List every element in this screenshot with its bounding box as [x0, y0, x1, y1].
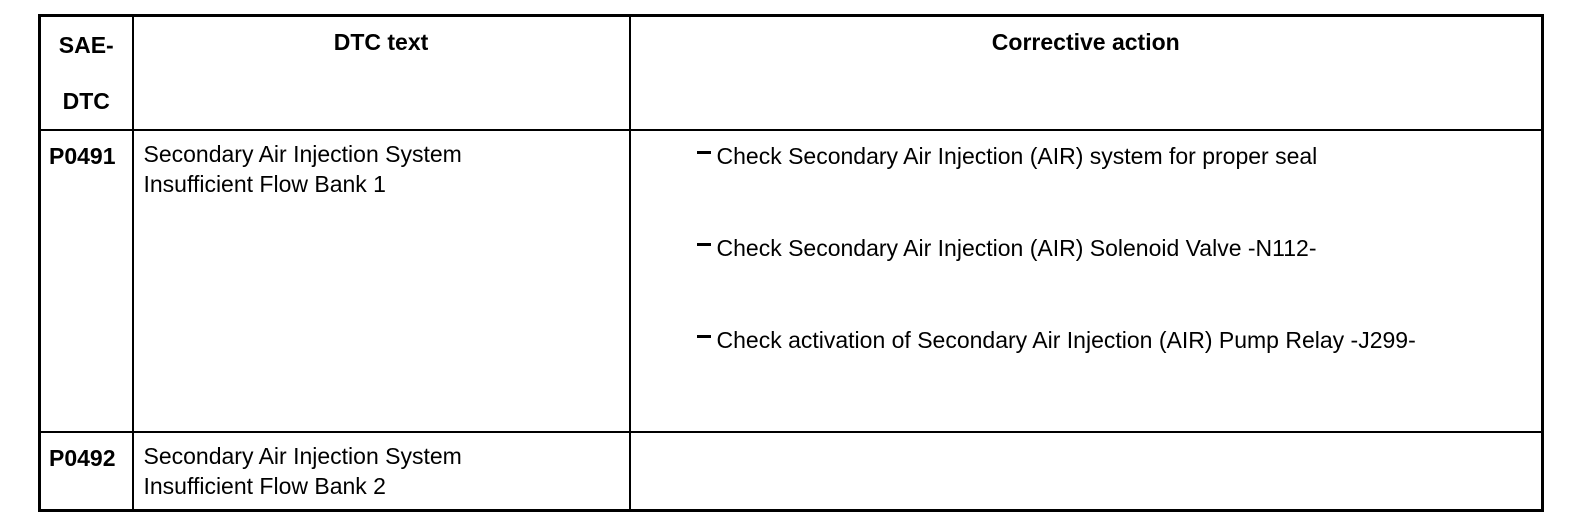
dtc-text-cell — [133, 130, 630, 432]
action-text: Check Secondary Air Injection (AIR) Solenoid Valve -N112- — [716, 235, 1317, 261]
table-row — [40, 432, 1543, 510]
dash-bullet-icon — [697, 151, 711, 154]
dtc-text-cell — [133, 432, 630, 510]
action-item — [697, 327, 1542, 419]
dtc-text-line: Insufficient Flow Bank 1 — [143, 171, 386, 197]
header-dtc-text — [133, 16, 630, 131]
header-dtc-text-label: DTC text — [333, 29, 429, 55]
header-dtc-label: DTC — [62, 88, 110, 114]
header-sae-dtc — [40, 16, 133, 131]
header-sae-label: SAE- — [58, 32, 114, 58]
header-corrective-action-label: Corrective action — [991, 29, 1180, 55]
corrective-action-cell — [630, 432, 1543, 510]
action-text: Check Secondary Air Injection (AIR) system for proper seal — [716, 143, 1318, 169]
dtc-text-line: Insufficient Flow Bank 2 — [143, 473, 386, 499]
dash-bullet-icon — [697, 243, 711, 246]
corrective-action-cell — [630, 130, 1543, 432]
action-text: Check activation of Secondary Air Injection (AIR) Pump Relay -J299- — [716, 327, 1416, 353]
action-item — [697, 235, 1542, 327]
header-corrective-action — [630, 16, 1543, 131]
dash-bullet-icon — [697, 335, 711, 338]
dtc-table — [38, 14, 1544, 512]
dtc-text-line: Secondary Air Injection System — [143, 443, 462, 469]
dtc-code-cell: P0491 — [40, 130, 133, 432]
table-row — [40, 130, 1543, 432]
dtc-text-line: Secondary Air Injection System — [143, 141, 462, 167]
action-item — [697, 143, 1542, 235]
dtc-code-cell: P0492 — [40, 432, 133, 510]
header-row — [40, 16, 1543, 131]
